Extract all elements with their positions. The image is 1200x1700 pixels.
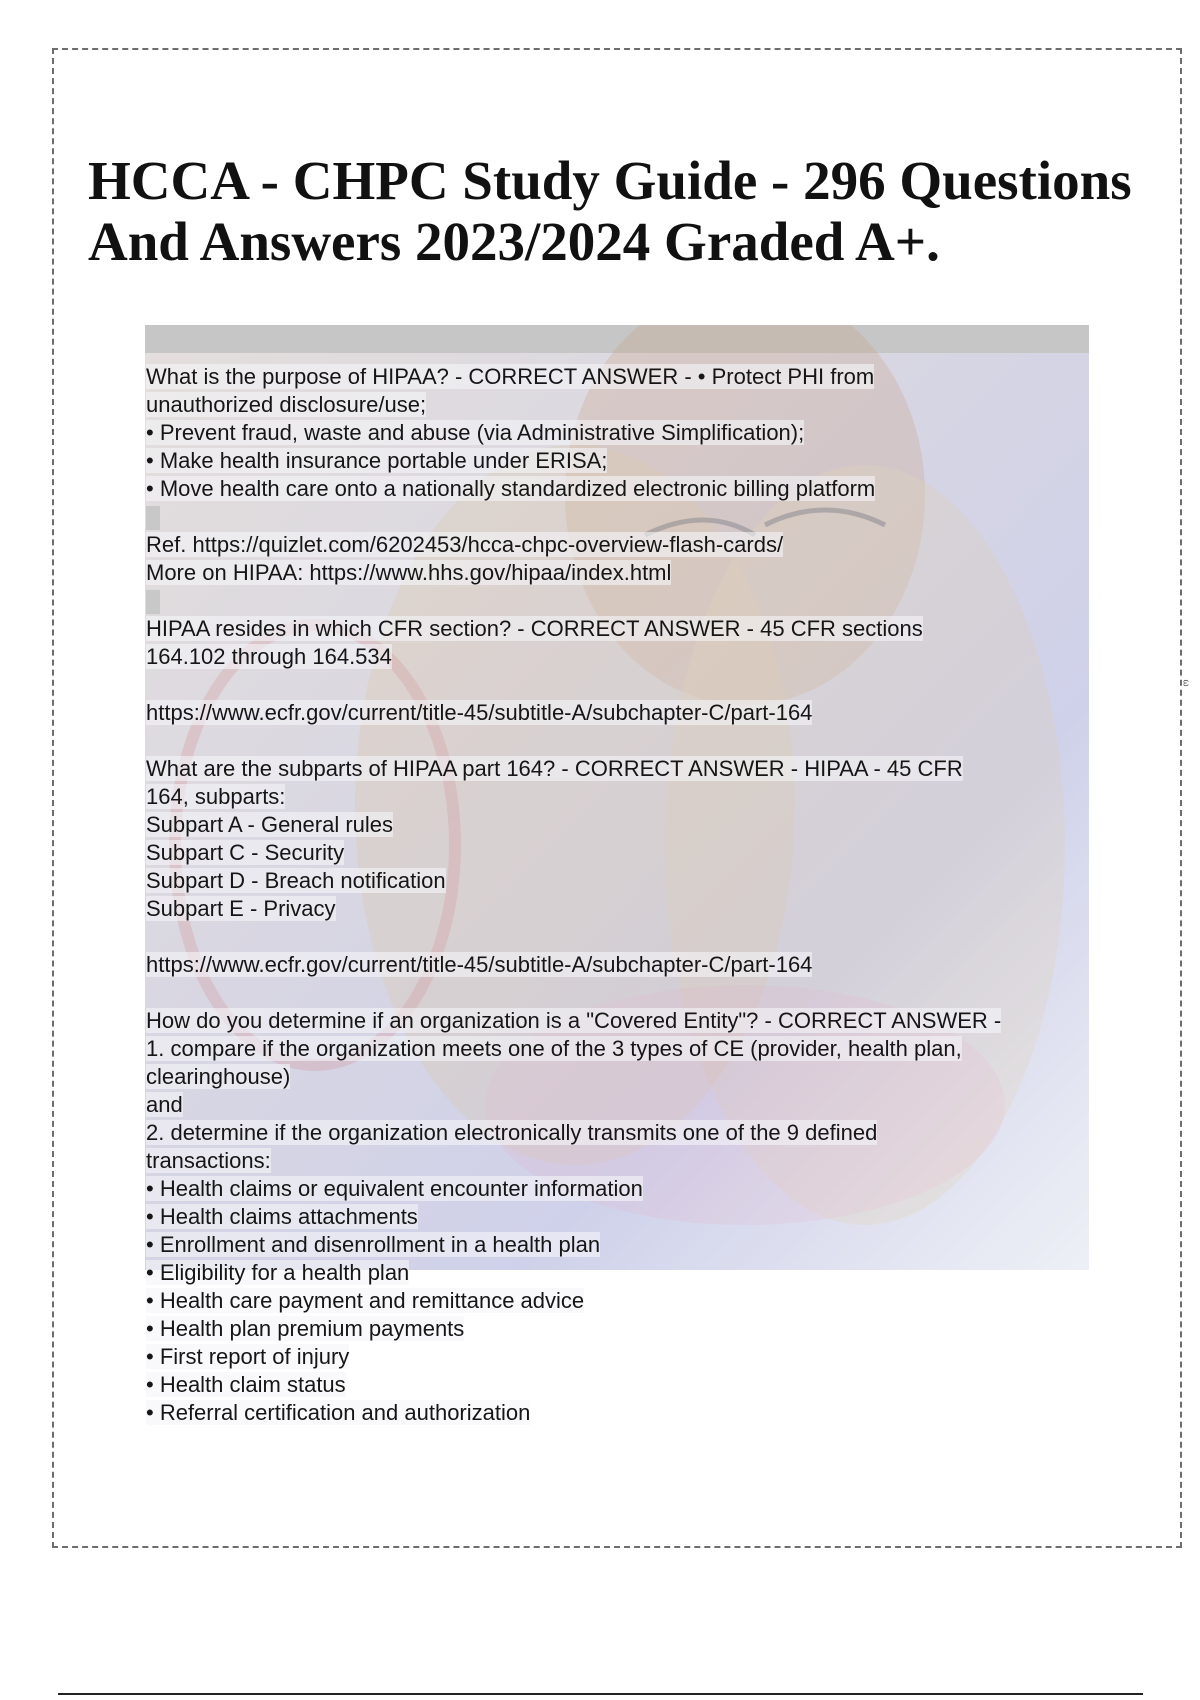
q1-ref-link[interactable]: Ref. https://quizlet.com/6202453/hcca-chpc-overview-flash-cards/: [146, 532, 784, 557]
q4-line-13: • First report of injury: [146, 1344, 350, 1369]
q4-line-4: and: [146, 1092, 183, 1117]
bottom-divider: [58, 1693, 1143, 1695]
q2-line-1: HIPAA resides in which CFR section? - CORRECT ANSWER - 45 CFR sections: [146, 616, 923, 641]
q4-line-5: 2. determine if the organization electronically transmits one of the 9 defined: [146, 1120, 878, 1145]
q4-line-9: • Enrollment and disenrollment in a health plan: [146, 1232, 601, 1257]
q4-line-2: 1. compare if the organization meets one of the 3 types of CE (provider, health plan,: [146, 1036, 962, 1061]
study-guide-content: [146, 363, 1091, 1427]
q1-line-4: • Make health insurance portable under ERISA;: [146, 448, 608, 473]
paragraph-marker: [146, 506, 160, 530]
q4-line-14: • Health claim status: [146, 1372, 346, 1397]
q4-line-12: • Health plan premium payments: [146, 1316, 465, 1341]
q3-line-3: Subpart A - General rules: [146, 812, 394, 837]
q1-line-5: • Move health care onto a nationally standardized electronic billing platform: [146, 476, 876, 501]
q3-line-6: Subpart E - Privacy: [146, 896, 336, 921]
title-line-2: And Answers 2023/2024 Graded A+.: [88, 211, 940, 272]
q4-line-3: clearinghouse): [146, 1064, 291, 1089]
document-title: [88, 150, 1178, 272]
side-margin-mark: ω: [1181, 679, 1192, 687]
q3-line-2: 164, subparts:: [146, 784, 286, 809]
q4-line-10: • Eligibility for a health plan: [146, 1260, 410, 1285]
q3-line-1: What are the subparts of HIPAA part 164? - CORRECT ANSWER - HIPAA - 45 CFR: [146, 756, 963, 781]
q4-line-7: • Health claims or equivalent encounter information: [146, 1176, 643, 1201]
q4-line-6: transactions:: [146, 1148, 271, 1173]
q1-line-1: What is the purpose of HIPAA? - CORRECT ANSWER - • Protect PHI from: [146, 364, 875, 389]
q3-line-4: Subpart C - Security: [146, 840, 345, 865]
q4-line-1: How do you determine if an organization is a "Covered Entity"? - CORRECT ANSWER -: [146, 1008, 1002, 1033]
paragraph-marker: [146, 590, 160, 614]
q2-ref-link[interactable]: https://www.ecfr.gov/current/title-45/subtitle-A/subchapter-C/part-164: [146, 700, 813, 725]
q3-line-5: Subpart D - Breach notification: [146, 868, 446, 893]
q1-line-3: • Prevent fraud, waste and abuse (via Administrative Simplification);: [146, 420, 805, 445]
q1-line-2: unauthorized disclosure/use;: [146, 392, 427, 417]
title-line-1: HCCA - CHPC Study Guide - 296 Questions: [88, 150, 1132, 211]
q2-line-2: 164.102 through 164.534: [146, 644, 392, 669]
q4-line-11: • Health care payment and remittance advice: [146, 1288, 585, 1313]
q4-line-15: • Referral certification and authorization: [146, 1400, 531, 1425]
q1-more-link[interactable]: More on HIPAA: https://www.hhs.gov/hipaa/index.html: [146, 560, 672, 585]
q3-ref-link[interactable]: https://www.ecfr.gov/current/title-45/subtitle-A/subchapter-C/part-164: [146, 952, 813, 977]
q4-line-8: • Health claims attachments: [146, 1204, 418, 1229]
